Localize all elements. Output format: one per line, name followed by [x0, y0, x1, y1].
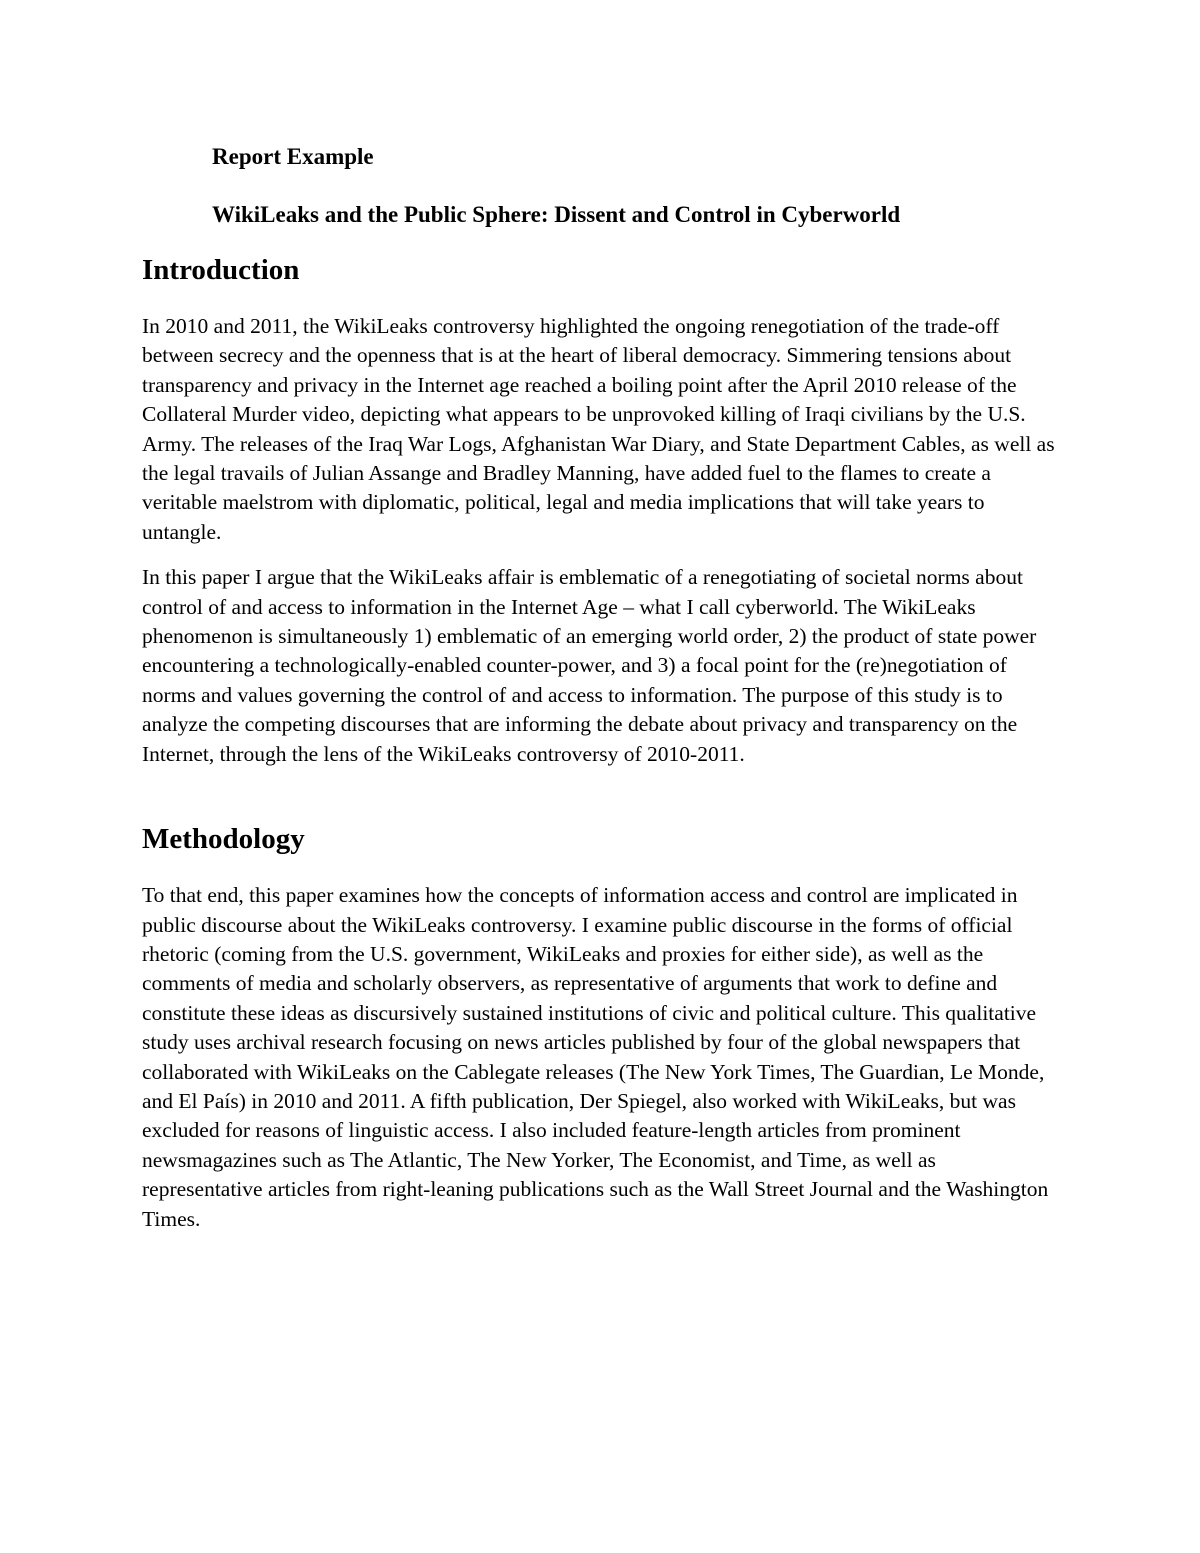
document-body: [142, 140, 1060, 1234]
document-label: Report Example: [212, 144, 374, 169]
section-methodology: [142, 819, 1060, 1234]
paragraph: In 2010 and 2011, the WikiLeaks controversy highlighted the ongoing renegotiation of the trade-off between secrecy and the openness that is at the heart of liberal democracy. Simmering tensions about transparency and privacy in the Internet age reached a boiling point after the April 2010 release of the Collateral Murder video, depicting what appears to be unprovoked killing of Iraqi civilians by the U.S. Army. The releases of the Iraq War Logs, Afghanistan War Diary, and State Department Cables, as well as the legal travails of Julian Assange and Bradley Manning, have added fuel to the flames to create a veritable maelstrom with diplomatic, political, legal and media implications that will take years to untangle.: [142, 314, 1055, 544]
document-title: WikiLeaks and the Public Sphere: Dissent and Control in Cyberworld: [212, 202, 901, 227]
paragraph: To that end, this paper examines how the concepts of information access and control are implicated in public discourse about the WikiLeaks controversy. I examine public discourse in the forms of official rhetoric (coming from the U.S. government, WikiLeaks and proxies for either side), as well as the comments of media and scholarly observers, as representative of arguments that work to define and constitute these ideas as discursively sustained institutions of civic and political culture. This qualitative study uses archival research focusing on news articles published by four of the global newspapers that collaborated with WikiLeaks on the Cablegate releases (The New York Times, The Guardian, Le Monde, and El País) in 2010 and 2011. A fifth publication, Der Spiegel, also worked with WikiLeaks, but was excluded for reasons of linguistic access. I also included feature-length articles from prominent newsmagazines such as The Atlantic, The New Yorker, The Economist, and Time, as well as representative articles from right-leaning publications such as the Wall Street Journal and the Washington Times.: [142, 883, 1049, 1231]
section-introduction: [142, 250, 1060, 769]
section-heading-methodology: Methodology: [142, 823, 305, 856]
paragraph: In this paper I argue that the WikiLeaks affair is emblematic of a renegotiating of societal norms about control of and access to information in the Internet Age – what I call cyberworld. The WikiLeaks phenomenon is simultaneously 1) emblematic of an emerging world order, 2) the product of state power encountering a technologically-enabled counter-power, and 3) a focal point for the (re)negotiation of norms and values governing the control of and access to information. The purpose of this study is to analyze the competing discourses that are informing the debate about privacy and transparency on the Internet, through the lens of the WikiLeaks controversy of 2010-2011.: [142, 565, 1037, 766]
section-heading-introduction: Introduction: [142, 254, 300, 286]
